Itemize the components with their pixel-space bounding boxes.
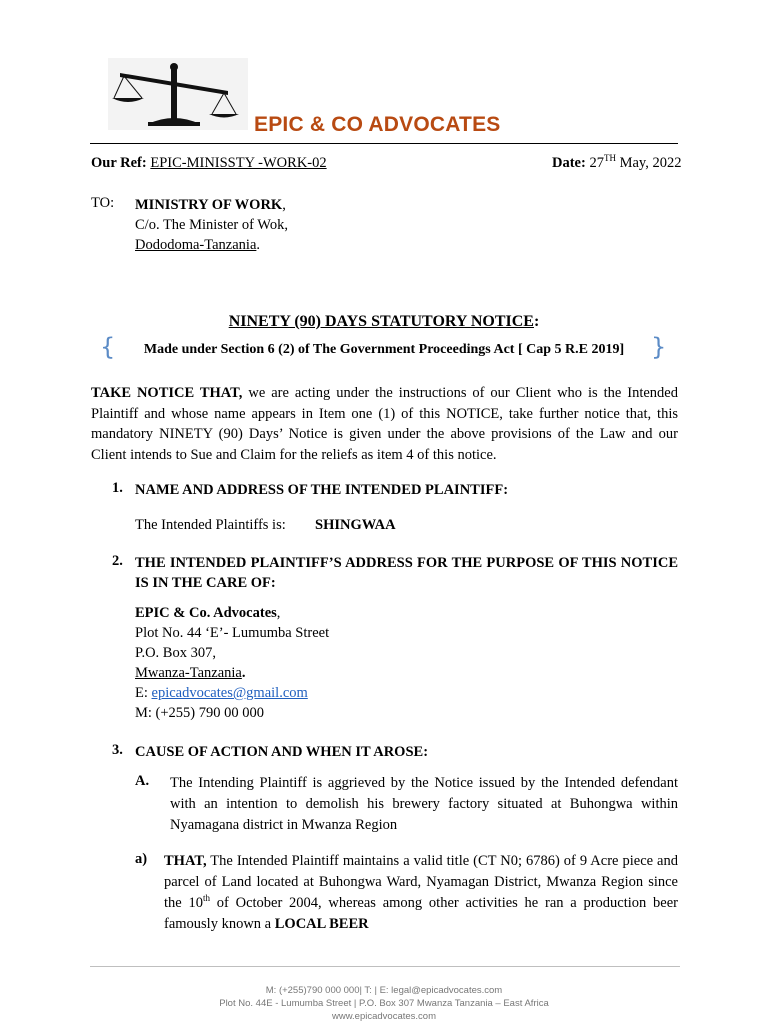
plaintiff-name: SHINGWAA <box>315 517 396 533</box>
firm-name: EPIC & CO ADVOCATES <box>254 113 501 136</box>
date-rest: May, 2022 <box>615 155 682 171</box>
section-3-number: 3. <box>112 742 123 758</box>
item-a-label: A. <box>135 773 150 789</box>
item-a-text: The Intending Plaintiff is aggrieved by the Notice issued by the Intended defendant with an intention to demolish his brewery factory situated at Buhongwa within Nyamagana district in Mwanza Region <box>170 775 678 833</box>
date-suffix: TH <box>603 153 616 163</box>
intro-body: we are acting under the instructions of our Client who is the Intended Plaintiff and whose name appears in Item one (1) of this NOTICE, take further notice that, this mandatory NINETY (90) Days’ Notice is given under the above provisions of the Law and our Client intends to Sue and Claim for the reliefs as item 4 of this notice. <box>91 385 678 463</box>
footer-address: Plot No. 44E - Lumumba Street | P.O. Box 307 Mwanza Tanzania – East Africa <box>219 998 549 1009</box>
intro-lead: TAKE NOTICE THAT, <box>91 385 243 401</box>
section-3-heading: CAUSE OF ACTION AND WHEN IT AROSE: <box>135 744 429 760</box>
ref-label: Our Ref: <box>91 155 147 171</box>
bracket-left: { <box>100 333 116 361</box>
plaintiff-label: The Intended Plaintiffs is: <box>135 517 286 533</box>
care-of-street: Plot No. 44 ‘E’- Lumumba Street <box>135 625 330 641</box>
item-b-label: a) <box>135 851 148 867</box>
notice-subtitle: Made under Section 6 (2) of The Government Proceedings Act [ Cap 5 R.E 2019] <box>143 342 625 357</box>
bracket-right: } <box>651 333 667 361</box>
care-of-firm: EPIC & Co. Advocates, <box>135 605 281 621</box>
care-of-phone: M: (+255) 790 00 000 <box>135 705 265 721</box>
ref-value: EPIC-MINISSTY -WORK-02 <box>150 155 327 171</box>
to-label: TO: <box>91 195 115 211</box>
email-link[interactable]: epicadvocates@gmail.com <box>151 685 308 701</box>
footer-rule <box>90 966 680 967</box>
footer-contact: M: (+255)790 000 000| T: | E: legal@epicadvocates.com <box>265 985 503 996</box>
section-1-heading: NAME AND ADDRESS OF THE INTENDED PLAINTIFF: <box>135 482 509 498</box>
item-b-text: THAT, The Intended Plaintiff maintains a valid title (CT N0; 6786) of 9 Acre piece and parcel of Land located at Buhongwa Ward, Nyamagan District, Mwanza Region since the 10th of October 2004, whereas among other activities he ran a production beer famously known a LOCAL BEER <box>164 853 678 932</box>
section-2-number: 2. <box>112 553 123 569</box>
care-of-email: E: epicadvocates@gmail.com <box>135 685 308 701</box>
notice-title: NINETY (90) DAYS STATUTORY NOTICE: <box>228 313 540 330</box>
recipient-line2: C/o. The Minister of Wok, <box>135 217 288 233</box>
care-of-city: Mwanza-Tanzania. <box>135 665 246 681</box>
recipient-line3: Dododoma-Tanzania. <box>135 237 261 253</box>
date-label: Date: <box>552 155 586 171</box>
date <box>552 155 681 172</box>
section-2-heading: THE INTENDED PLAINTIFF’S ADDRESS FOR THE PURPOSE OF THIS NOTICE IS IN THE CARE OF: <box>135 555 678 591</box>
date-day: 27 <box>589 155 604 171</box>
section-1-number: 1. <box>112 480 123 496</box>
header-rule <box>90 143 678 144</box>
reference <box>91 155 327 172</box>
recipient-name: MINISTRY OF WORK, <box>135 197 286 213</box>
care-of-box: P.O. Box 307, <box>135 645 216 661</box>
intro-paragraph <box>91 383 678 465</box>
scales-of-justice-icon <box>108 58 248 130</box>
footer-website[interactable]: www.epicadvocates.com <box>331 1011 437 1022</box>
